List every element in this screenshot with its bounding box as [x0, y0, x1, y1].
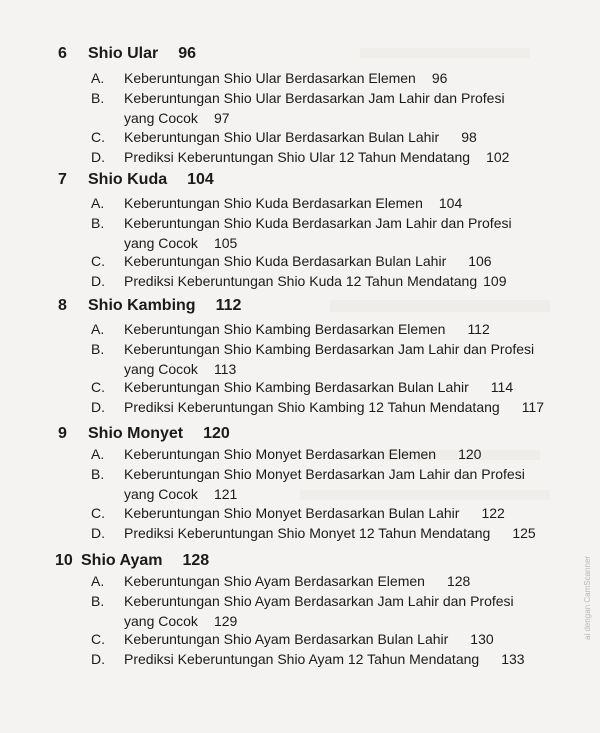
- entry-line: [124, 631, 494, 647]
- entry-continuation: yang Cocok: [124, 361, 198, 377]
- entry-page-number: 98: [461, 129, 477, 145]
- entry-letter: D.: [91, 525, 105, 541]
- entry-line: [124, 651, 525, 667]
- entry-line: [124, 195, 462, 211]
- entry-continuation-line: [124, 361, 236, 377]
- entry-text: Keberuntungan Shio Ayam Berdasarkan Jam Lahir dan Profesi: [124, 593, 514, 609]
- entry-letter: D.: [91, 651, 105, 667]
- entry-page-number: 130: [470, 631, 494, 647]
- chapter-title-line: [88, 425, 230, 443]
- entry-continuation: yang Cocok: [124, 486, 198, 502]
- entry-line: [124, 505, 505, 521]
- chapter-title: Shio Ayam: [81, 552, 163, 569]
- entry-page-number: 125: [512, 525, 536, 541]
- entry-line: [124, 446, 481, 462]
- entry-text: Keberuntungan Shio Kuda Berdasarkan Bulan Lahir: [124, 253, 447, 269]
- chapter-page-number: 128: [182, 552, 210, 569]
- entry-line: [124, 321, 490, 337]
- entry-line: [124, 573, 470, 589]
- entry-text: Keberuntungan Shio Monyet Berdasarkan Elemen: [124, 446, 437, 462]
- entry-continuation-line: [124, 613, 237, 629]
- entry-page-number: 128: [446, 573, 471, 589]
- entry-line: [124, 253, 492, 269]
- entry-letter: C.: [91, 129, 105, 145]
- entry-text: Keberuntungan Shio Kambing Berdasarkan Elemen: [124, 321, 446, 337]
- entry-text: Keberuntungan Shio Monyet Berdasarkan Jam Lahir dan Profesi: [124, 466, 525, 482]
- entry-letter: C.: [91, 379, 105, 395]
- entry-page-number: 114: [490, 379, 514, 395]
- entry-page-number: 122: [481, 505, 505, 521]
- entry-line: [124, 70, 447, 86]
- chapter-title: Shio Monyet: [88, 425, 184, 442]
- entry-text: Prediksi Keberuntungan Shio Kuda 12 Tahun Mendatang: [124, 273, 478, 289]
- entry-page-number: 129: [213, 613, 238, 629]
- chapter-title-line: [88, 171, 214, 189]
- entry-continuation-line: [124, 235, 237, 251]
- entry-page-number: 112: [467, 321, 490, 337]
- chapter-title: Shio Kambing: [88, 297, 196, 314]
- scanner-watermark: ai dengan CamScanner: [583, 555, 592, 640]
- entry-letter: B.: [91, 90, 105, 106]
- entry-letter: C.: [91, 253, 105, 269]
- entry-page-number: 105: [213, 235, 238, 251]
- chapter-page-number: 104: [187, 171, 214, 188]
- entry-page-number: 97: [213, 110, 230, 126]
- entry-text: Keberuntungan Shio Ayam Berdasarkan Elemen: [124, 573, 425, 589]
- entry-text: Keberuntungan Shio Kambing Berdasarkan Jam Lahir dan Profesi: [124, 341, 535, 357]
- entry-letter: B.: [91, 341, 105, 357]
- chapter-number: 6: [58, 45, 67, 62]
- entry-letter: C.: [91, 505, 105, 521]
- entry-text: Keberuntungan Shio Kuda Berdasarkan Elemen: [124, 195, 423, 211]
- entry-letter: A.: [91, 573, 105, 589]
- entry-page-number: 120: [458, 446, 482, 462]
- entry-continuation-line: [124, 486, 237, 502]
- entry-continuation: yang Cocok: [124, 613, 198, 629]
- show-through-mark: [360, 48, 530, 58]
- entry-page-number: 102: [486, 149, 510, 165]
- entry-letter: A.: [91, 195, 105, 211]
- entry-text: Keberuntungan Shio Monyet Berdasarkan Bulan Lahir: [124, 505, 460, 521]
- entry-page-number: 106: [468, 253, 492, 269]
- entry-continuation-line: [124, 110, 230, 126]
- entry-page-number: 133: [501, 651, 525, 667]
- entry-letter: D.: [91, 149, 105, 165]
- entry-page-number: 96: [431, 70, 448, 86]
- entry-letter: D.: [91, 273, 105, 289]
- entry-text: Keberuntungan Shio Kambing Berdasarkan Bulan Lahir: [124, 379, 469, 395]
- entry-letter: C.: [91, 631, 105, 647]
- chapter-page-number: 96: [178, 45, 197, 62]
- show-through-mark: [330, 300, 550, 312]
- entry-letter: D.: [91, 399, 105, 415]
- entry-letter: A.: [91, 321, 105, 337]
- entry-page-number: 121: [213, 486, 238, 502]
- entry-continuation: yang Cocok: [124, 235, 198, 251]
- entry-text: Prediksi Keberuntungan Shio Ayam 12 Tahun Mendatang: [124, 651, 480, 667]
- chapter-title-line: [88, 45, 196, 63]
- chapter-title: Shio Ular: [88, 45, 159, 62]
- entry-line: [124, 129, 477, 145]
- entry-page-number: 109: [483, 273, 507, 289]
- chapter-page-number: 112: [215, 297, 242, 314]
- chapter-title-line: [81, 552, 209, 570]
- entry-page-number: 104: [438, 195, 463, 211]
- entry-letter: B.: [91, 215, 105, 231]
- chapter-number: 10: [55, 552, 73, 569]
- entry-text: Prediksi Keberuntungan Shio Kambing 12 Tahun Mendatang: [124, 399, 500, 415]
- entry-text: Keberuntungan Shio Ular Berdasarkan Jam Lahir dan Profesi: [124, 90, 505, 106]
- entry-text: Keberuntungan Shio Ayam Berdasarkan Bulan Lahir: [124, 631, 449, 647]
- chapter-number: 9: [58, 425, 67, 442]
- entry-page-number: 113: [213, 361, 237, 377]
- entry-text: Keberuntungan Shio Ular Berdasarkan Bulan Lahir: [124, 129, 440, 145]
- entry-page-number: 117: [521, 399, 545, 415]
- entry-text: Keberuntungan Shio Kuda Berdasarkan Jam Lahir dan Profesi: [124, 215, 512, 231]
- entry-text: Prediksi Keberuntungan Shio Monyet 12 Tahun Mendatang: [124, 525, 491, 541]
- entry-letter: B.: [91, 593, 105, 609]
- entry-line: [124, 273, 506, 289]
- entry-text: Prediksi Keberuntungan Shio Ular 12 Tahun Mendatang: [124, 149, 471, 165]
- chapter-number: 8: [58, 297, 67, 314]
- chapter-title: Shio Kuda: [88, 171, 168, 188]
- chapter-page-number: 120: [203, 425, 230, 442]
- chapter-title-line: [88, 297, 241, 315]
- entry-letter: A.: [91, 70, 105, 86]
- entry-letter: A.: [91, 446, 105, 462]
- entry-line: [124, 525, 536, 541]
- entry-text: Keberuntungan Shio Ular Berdasarkan Elemen: [124, 70, 416, 86]
- entry-continuation: yang Cocok: [124, 110, 198, 126]
- entry-line: [124, 379, 513, 395]
- entry-line: [124, 149, 509, 165]
- entry-line: [124, 399, 544, 415]
- chapter-number: 7: [58, 171, 67, 188]
- entry-letter: B.: [91, 466, 105, 482]
- show-through-mark: [300, 490, 550, 500]
